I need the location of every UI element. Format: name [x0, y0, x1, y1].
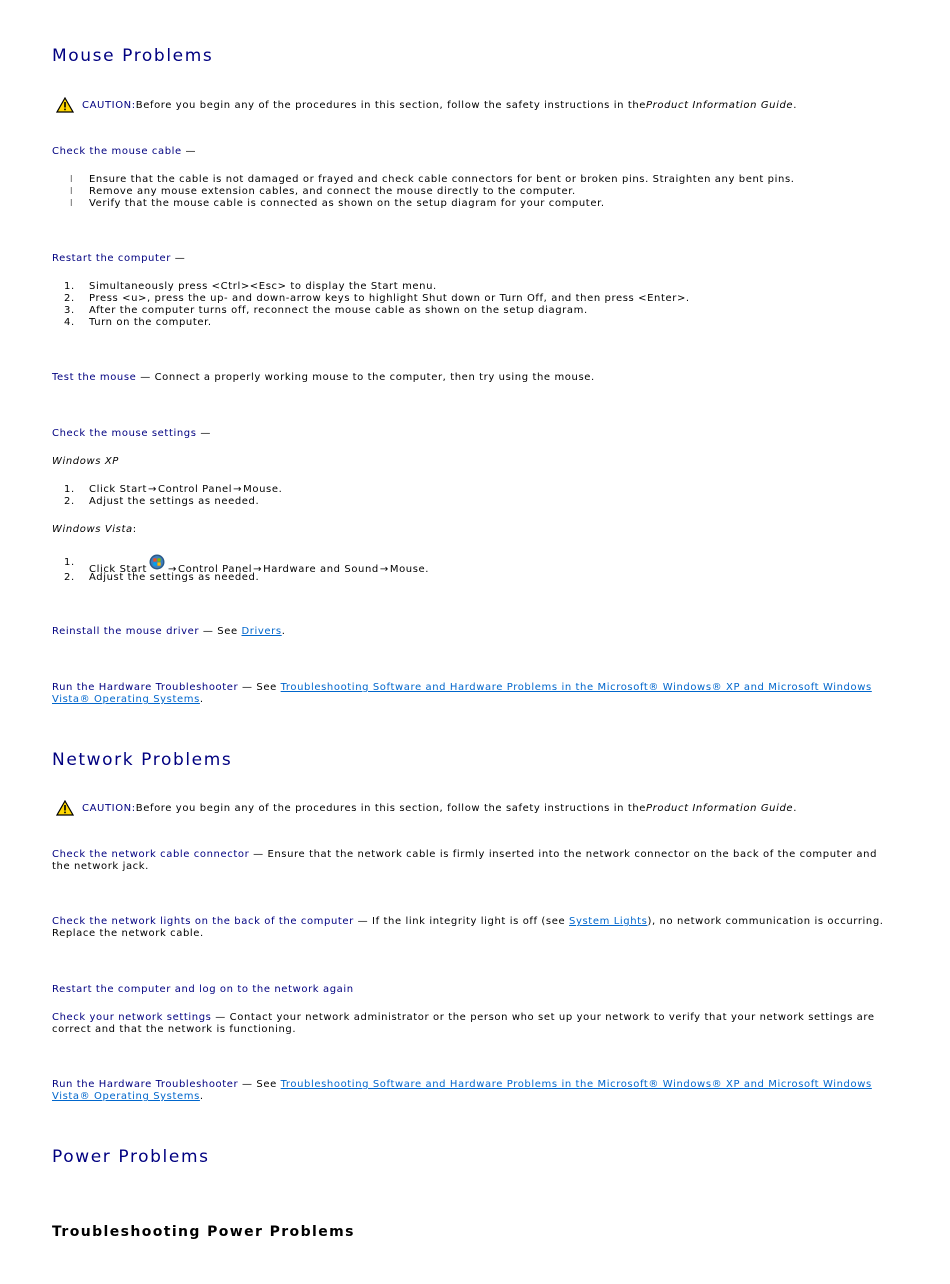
- see-text: — See: [199, 626, 242, 637]
- list-item-text: After the computer turns off, reconnect the mouse cable as shown on the setup diagram.: [89, 305, 588, 316]
- list-item: [52, 174, 892, 186]
- bullet-icon: l: [70, 199, 74, 209]
- list-item: 3. After the computer turns off, reconnect the mouse cable as shown on the setup diagram.: [64, 305, 588, 316]
- hardware-troubleshooter-heading: Run the Hardware Troubleshooter: [52, 682, 239, 693]
- reinstall-mouse-driver: [52, 626, 285, 637]
- troubleshooting-link[interactable]: Troubleshooting Software and Hardware Problems in the Microsoft® Windows® XP and Microsoft Windows Vista® Operating Systems: [52, 1079, 872, 1102]
- list-item-text: Press <u>, press the up- and down-arrow keys to highlight Shut down or Turn Off, and then press <Enter>.: [89, 293, 690, 304]
- bullet-icon: l: [70, 187, 74, 197]
- hardware-troubleshooter-heading: Run the Hardware Troubleshooter: [52, 1079, 239, 1090]
- network-settings-text: — Contact your network administrator or the person who set up your network to verify that your network settings are correct and that the network is functioning.: [52, 1012, 875, 1035]
- test-mouse: [52, 372, 595, 383]
- reinstall-driver-heading: Reinstall the mouse driver: [52, 626, 200, 637]
- list-item: 2. Press <u>, press the up- and down-arrow keys to highlight Shut down or Turn Off, and then press <Enter>.: [64, 293, 690, 304]
- warning-triangle-icon: [56, 800, 74, 816]
- control-panel-label: Control Panel: [158, 484, 233, 495]
- restart-logon-heading: Restart the computer and log on to the network again: [52, 984, 354, 995]
- product-information-guide: Product Information Guide: [646, 802, 794, 814]
- list-item-text: Adjust the settings as needed.: [89, 572, 260, 583]
- network-problems-title: Network Problems: [52, 750, 233, 770]
- start-label: Click Start: [89, 484, 148, 495]
- drivers-link[interactable]: Drivers: [241, 626, 282, 637]
- mouse-hardware-troubleshooter: [52, 682, 892, 706]
- network-lights-text-2: ), no network communication is occurring. Replace the network cable.: [52, 916, 884, 939]
- hardware-and-sound-label: Hardware and Sound: [263, 564, 379, 575]
- check-mouse-settings-heading: Check the mouse settings: [52, 428, 197, 439]
- list-item-text: Adjust the settings as needed.: [89, 496, 260, 507]
- windows-xp-label: Windows XP: [52, 456, 119, 467]
- right-arrow-icon: →: [148, 484, 158, 495]
- vista-steps: [52, 554, 892, 584]
- caution-text: Before you begin any of the procedures in this section, follow the safety instructions in the: [135, 802, 647, 814]
- network-hardware-troubleshooter: [52, 1079, 892, 1103]
- list-item: 1. Click Start →Control Panel→Hardware and Sound→Mouse.: [52, 554, 892, 572]
- check-network-lights: [52, 916, 892, 940]
- list-item: 4. Turn on the computer.: [64, 317, 212, 328]
- caution-text: Before you begin any of the procedures in this section, follow the safety instructions in the: [135, 99, 647, 111]
- warning-triangle-icon: [56, 97, 74, 113]
- network-caution: [56, 800, 797, 816]
- windows-vista-label: Windows Vista: [52, 524, 133, 535]
- colon: :: [132, 524, 137, 535]
- restart-computer-heading: Restart the computer: [52, 253, 171, 264]
- start-label: Click Start: [89, 564, 148, 575]
- dash: —: [170, 253, 186, 264]
- mouse-label: Mouse.: [389, 564, 430, 575]
- mouse-problems-title: Mouse Problems: [52, 46, 214, 66]
- bullet-icon: l: [70, 175, 74, 185]
- list-item-text: Verify that the mouse cable is connected as shown on the setup diagram for your computer.: [89, 198, 605, 209]
- product-information-guide: Product Information Guide: [646, 99, 794, 111]
- list-item: 1. Click Start→Control Panel→Mouse.: [64, 484, 283, 495]
- list-item: 2. Adjust the settings as needed.: [64, 496, 260, 507]
- power-problems-title: Power Problems: [52, 1147, 210, 1167]
- check-network-settings: [52, 1012, 892, 1036]
- dash: —: [196, 428, 211, 439]
- list-item: [52, 186, 892, 198]
- test-mouse-text: — Connect a properly working mouse to the computer, then try using the mouse.: [136, 372, 595, 383]
- list-item-text: Remove any mouse extension cables, and connect the mouse directly to the computer.: [89, 186, 576, 197]
- list-item: [52, 198, 892, 210]
- troubleshooting-power-problems-title: Troubleshooting Power Problems: [52, 1224, 355, 1240]
- see-text: — See: [238, 682, 281, 693]
- check-mouse-cable-heading: Check the mouse cable: [52, 146, 182, 157]
- period: .: [199, 694, 204, 705]
- right-arrow-icon: →: [379, 564, 389, 575]
- troubleshooting-link[interactable]: Troubleshooting Software and Hardware Problems in the Microsoft® Windows® XP and Microsoft Windows Vista® Operating Systems: [52, 682, 872, 705]
- check-mouse-settings: [52, 428, 211, 439]
- list-item: 2. Adjust the settings as needed.: [64, 572, 260, 583]
- dash: —: [181, 146, 197, 157]
- caution-end: .: [793, 802, 797, 814]
- list-item-text: Ensure that the cable is not damaged or frayed and check cable connectors for bent or broken pins. Straighten any bent pins.: [89, 174, 795, 185]
- period: .: [281, 626, 286, 637]
- network-connector-text: — Ensure that the network cable is firmly inserted into the network connector on the back of the computer and the network jack.: [52, 849, 878, 872]
- caution-end: .: [793, 99, 797, 111]
- restart-steps: [52, 281, 892, 329]
- restart-computer: [52, 253, 185, 264]
- xp-steps: [52, 484, 892, 508]
- mouse-label: Mouse.: [243, 484, 283, 495]
- right-arrow-icon: →: [253, 564, 263, 575]
- test-mouse-heading: Test the mouse: [52, 372, 137, 383]
- caution-label: CAUTION:: [82, 802, 136, 814]
- caution-label: CAUTION:: [82, 99, 136, 111]
- restart-and-logon: [52, 984, 354, 995]
- network-lights-text: — If the link integrity light is off (see: [353, 916, 570, 927]
- windows-vista-label-row: [52, 524, 137, 535]
- mouse-cable-list: [52, 174, 892, 210]
- system-lights-link[interactable]: System Lights: [569, 916, 648, 927]
- control-panel-label: Control Panel: [178, 564, 253, 575]
- network-lights-heading: Check the network lights on the back of the computer: [52, 916, 354, 927]
- windows-start-orb-icon: [149, 554, 165, 570]
- period: .: [199, 1091, 204, 1102]
- right-arrow-icon: →: [168, 564, 178, 575]
- network-connector-heading: Check the network cable connector: [52, 849, 250, 860]
- check-network-cable-connector: [52, 849, 882, 873]
- list-item-text: Simultaneously press <Ctrl><Esc> to display the Start menu.: [89, 281, 437, 292]
- network-settings-heading: Check your network settings: [52, 1012, 212, 1023]
- list-item-text: Turn on the computer.: [89, 317, 212, 328]
- see-text: — See: [238, 1079, 281, 1090]
- mouse-caution: [56, 97, 797, 113]
- right-arrow-icon: →: [233, 484, 243, 495]
- check-mouse-cable: [52, 146, 196, 157]
- list-item: 1. Simultaneously press <Ctrl><Esc> to display the Start menu.: [64, 281, 437, 292]
